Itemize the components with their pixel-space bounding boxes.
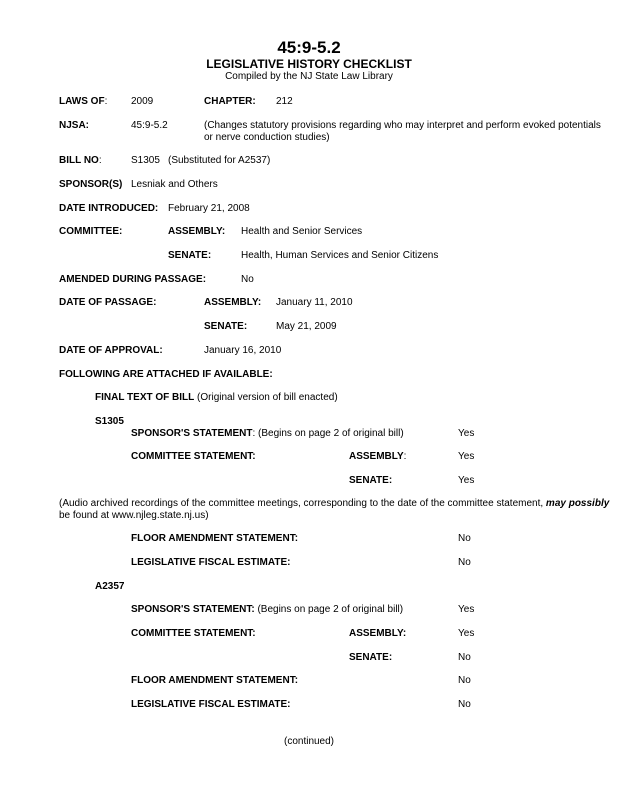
committee-senate-value: Health, Human Services and Senior Citizens xyxy=(241,250,439,261)
s1305-floor-value: No xyxy=(458,533,471,544)
document-title: LEGISLATIVE HISTORY CHECKLIST xyxy=(206,57,412,71)
a2357-fiscal-value: No xyxy=(458,699,471,710)
following-attached-heading: FOLLOWING ARE ATTACHED IF AVAILABLE: xyxy=(59,369,273,380)
passage-senate-value: May 21, 2009 xyxy=(276,321,337,332)
s1305-floor-label: FLOOR AMENDMENT STATEMENT: xyxy=(131,533,299,544)
bill-no-note: (Substituted for A2537) xyxy=(168,155,271,166)
amended-label: AMENDED DURING PASSAGE: xyxy=(59,274,207,285)
committee-senate-label: SENATE: xyxy=(168,250,212,261)
committee-assembly-value: Health and Senior Services xyxy=(241,226,363,237)
audio-note-line2: be found at www.njleg.state.nj.us) xyxy=(59,510,209,521)
s1305-committee-label: COMMITTEE STATEMENT: xyxy=(131,451,256,462)
s1305-heading: S1305 xyxy=(95,416,124,427)
sponsor-label: SPONSOR(S) xyxy=(59,179,123,190)
a2357-fiscal-label: LEGISLATIVE FISCAL ESTIMATE: xyxy=(131,699,291,710)
s1305-senate-value: Yes xyxy=(458,475,475,486)
section-number: 45:9-5.2 xyxy=(277,38,341,57)
a2357-sponsor-statement: SPONSOR'S STATEMENT: (Begins on page 2 of original bill) xyxy=(131,604,404,615)
a2357-floor-label: FLOOR AMENDMENT STATEMENT: xyxy=(131,675,299,686)
final-text-of-bill: FINAL TEXT OF BILL (Original version of bill enacted) xyxy=(95,392,338,403)
chapter-label: CHAPTER: xyxy=(204,96,256,107)
continued-note: (continued) xyxy=(283,736,335,747)
a2357-heading: A2357 xyxy=(95,581,125,592)
laws-of-value: 2009 xyxy=(131,96,154,107)
s1305-assembly-value: Yes xyxy=(458,451,475,462)
chapter-value: 212 xyxy=(276,96,293,107)
date-introduced-value: February 21, 2008 xyxy=(168,203,250,214)
a2357-senate-value: No xyxy=(458,652,471,663)
a2357-committee-label: COMMITTEE STATEMENT: xyxy=(131,628,256,639)
date-of-passage-label: DATE OF PASSAGE: xyxy=(59,297,157,308)
committee-assembly-label: ASSEMBLY: xyxy=(168,226,226,237)
njsa-value: 45:9-5.2 xyxy=(131,120,168,131)
passage-senate-label: SENATE: xyxy=(204,321,248,332)
date-of-approval-label: DATE OF APPROVAL: xyxy=(59,345,163,356)
a2357-sponsor-value: Yes xyxy=(458,604,475,615)
s1305-assembly-label: ASSEMBLY: xyxy=(349,451,407,462)
sponsor-value: Lesniak and Others xyxy=(131,179,218,190)
audio-note-line1: (Audio archived recordings of the committee meetings, corresponding to the date of the committee statement, may possibly xyxy=(59,498,610,509)
passage-assembly-label: ASSEMBLY: xyxy=(204,297,262,308)
a2357-senate-label: SENATE: xyxy=(349,652,393,663)
njsa-description-line2: or nerve conduction studies) xyxy=(204,132,330,143)
njsa-description-line1: (Changes statutory provisions regarding who may interpret and perform evoked potentials xyxy=(204,120,601,131)
committee-label: COMMITTEE: xyxy=(59,226,123,237)
bill-no-label: BILL NO: xyxy=(59,155,102,166)
a2357-assembly-value: Yes xyxy=(458,628,475,639)
bill-no-value: S1305 xyxy=(131,155,160,166)
s1305-fiscal-label: LEGISLATIVE FISCAL ESTIMATE: xyxy=(131,557,291,568)
document-subtitle: Compiled by the NJ State Law Library xyxy=(225,71,393,82)
a2357-floor-value: No xyxy=(458,675,471,686)
date-introduced-label: DATE INTRODUCED: xyxy=(59,203,159,214)
date-of-approval-value: January 16, 2010 xyxy=(204,345,282,356)
passage-assembly-value: January 11, 2010 xyxy=(276,297,353,308)
s1305-sponsor-value: Yes xyxy=(458,428,475,439)
amended-value: No xyxy=(241,274,254,285)
a2357-assembly-label: ASSEMBLY: xyxy=(349,628,407,639)
s1305-sponsor-statement: SPONSOR'S STATEMENT: (Begins on page 2 of original bill) xyxy=(131,428,404,439)
s1305-senate-label: SENATE: xyxy=(349,475,393,486)
s1305-fiscal-value: No xyxy=(458,557,471,568)
njsa-label: NJSA: xyxy=(59,120,90,131)
laws-of-label: LAWS OF: xyxy=(59,96,108,107)
